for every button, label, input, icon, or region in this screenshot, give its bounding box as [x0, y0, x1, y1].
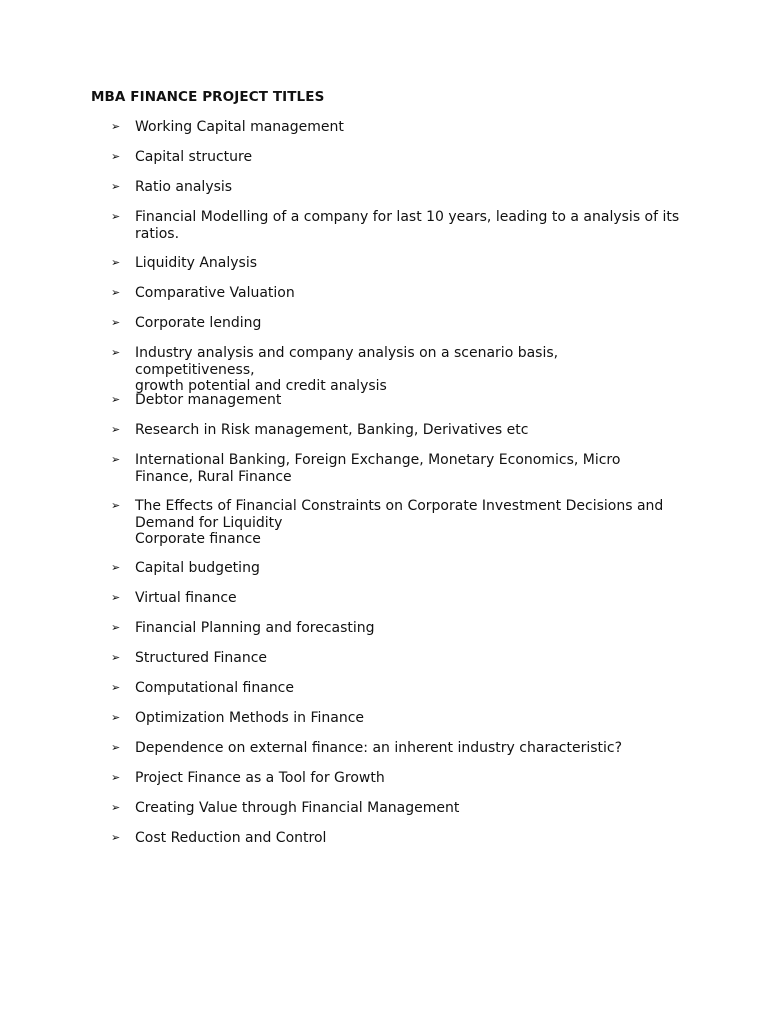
list-item	[111, 422, 681, 439]
arrow-bullet-icon: ➢	[111, 453, 121, 466]
arrow-bullet-icon: ➢	[111, 346, 121, 359]
list-item-text: Liquidity Analysis	[135, 255, 258, 271]
list-item	[111, 119, 681, 136]
list-item-text: Working Capital management	[135, 119, 344, 135]
list-item-text: Industry analysis and company analysis on a scenario basis, competitiveness, growth potential and credit analysis	[135, 345, 559, 394]
arrow-bullet-icon: ➢	[111, 316, 121, 329]
list-item	[111, 392, 681, 409]
list-item	[111, 800, 681, 817]
list-item-text: Debtor management	[135, 392, 282, 408]
list-item-text: Ratio analysis	[135, 179, 233, 195]
arrow-bullet-icon: ➢	[111, 120, 121, 133]
arrow-bullet-icon: ➢	[111, 561, 121, 574]
list-item	[111, 650, 681, 667]
list-item-text: Dependence on external finance: an inherent industry characteristic?	[135, 740, 623, 756]
list-item	[111, 590, 681, 607]
list-item	[111, 285, 681, 302]
arrow-bullet-icon: ➢	[111, 256, 121, 269]
list-item-text: Financial Planning and forecasting	[135, 620, 375, 636]
document-title: MBA FINANCE PROJECT TITLES	[91, 89, 325, 105]
arrow-bullet-icon: ➢	[111, 831, 121, 844]
list-item	[111, 620, 681, 637]
arrow-bullet-icon: ➢	[111, 180, 121, 193]
arrow-bullet-icon: ➢	[111, 681, 121, 694]
arrow-bullet-icon: ➢	[111, 591, 121, 604]
list-item-text: Capital budgeting	[135, 560, 260, 576]
list-item	[111, 345, 681, 395]
arrow-bullet-icon: ➢	[111, 423, 121, 436]
list-item-text: Computational finance	[135, 680, 294, 696]
list-item	[111, 209, 681, 242]
list-item	[111, 740, 681, 757]
list-item-text: Corporate lending	[135, 315, 262, 331]
arrow-bullet-icon: ➢	[111, 499, 121, 512]
arrow-bullet-icon: ➢	[111, 210, 121, 223]
list-item-text: Cost Reduction and Control	[135, 830, 327, 846]
list-item	[111, 149, 681, 166]
list-item-text: Capital structure	[135, 149, 253, 165]
list-item	[111, 498, 681, 548]
list-item-text: Virtual finance	[135, 590, 237, 606]
arrow-bullet-icon: ➢	[111, 801, 121, 814]
list-item-text: Research in Risk management, Banking, Derivatives etc	[135, 422, 529, 438]
list-item-text: Comparative Valuation	[135, 285, 295, 301]
arrow-bullet-icon: ➢	[111, 621, 121, 634]
arrow-bullet-icon: ➢	[111, 393, 121, 406]
list-item	[111, 452, 681, 485]
arrow-bullet-icon: ➢	[111, 651, 121, 664]
arrow-bullet-icon: ➢	[111, 771, 121, 784]
list-item-text: Optimization Methods in Finance	[135, 710, 365, 726]
list-item	[111, 315, 681, 332]
list-item-text: The Effects of Financial Constraints on Corporate Investment Decisions and Demand for Liquidity Corporate finance	[135, 498, 664, 547]
list-item	[111, 680, 681, 697]
arrow-bullet-icon: ➢	[111, 741, 121, 754]
list-item	[111, 560, 681, 577]
list-item	[111, 179, 681, 196]
arrow-bullet-icon: ➢	[111, 711, 121, 724]
list-item-text: Financial Modelling of a company for last 10 years, leading to a analysis of its ratios.	[135, 209, 680, 242]
list-item-text: Creating Value through Financial Management	[135, 800, 460, 816]
list-item-text: International Banking, Foreign Exchange, Monetary Economics, Micro Finance, Rural Finance	[135, 452, 621, 485]
arrow-bullet-icon: ➢	[111, 286, 121, 299]
list-item	[111, 710, 681, 727]
list-item-text: Structured Finance	[135, 650, 268, 666]
list-item	[111, 255, 681, 272]
list-item-text: Project Finance as a Tool for Growth	[135, 770, 385, 786]
list-item	[111, 830, 681, 847]
arrow-bullet-icon: ➢	[111, 150, 121, 163]
list-item	[111, 770, 681, 787]
